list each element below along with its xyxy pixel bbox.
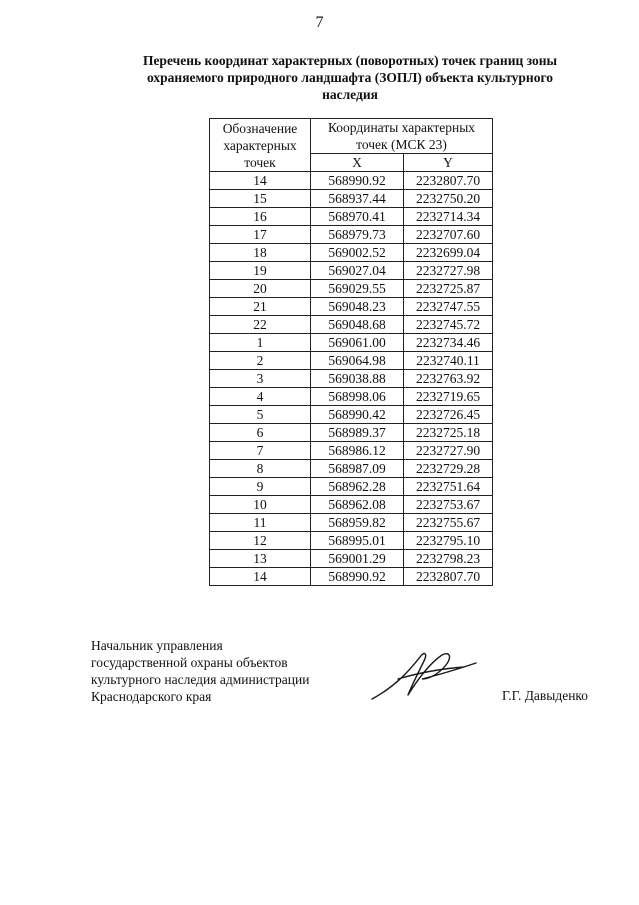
cell-y: 2232745.72 bbox=[404, 316, 493, 334]
cell-point: 5 bbox=[210, 406, 311, 424]
cell-point: 11 bbox=[210, 514, 311, 532]
cell-y: 2232699.04 bbox=[404, 244, 493, 262]
table-row bbox=[210, 280, 493, 298]
table-row bbox=[210, 298, 493, 316]
table-row bbox=[210, 568, 493, 586]
table-row bbox=[210, 388, 493, 406]
table-row bbox=[210, 532, 493, 550]
header-point-designation bbox=[210, 119, 311, 172]
cell-y: 2232725.18 bbox=[404, 424, 493, 442]
cell-y: 2232727.90 bbox=[404, 442, 493, 460]
cell-y: 2232707.60 bbox=[404, 226, 493, 244]
cell-x: 569029.55 bbox=[311, 280, 404, 298]
cell-y: 2232807.70 bbox=[404, 172, 493, 190]
cell-x: 568990.92 bbox=[311, 568, 404, 586]
cell-point: 2 bbox=[210, 352, 311, 370]
cell-point: 7 bbox=[210, 442, 311, 460]
cell-y: 2232747.55 bbox=[404, 298, 493, 316]
cell-x: 569027.04 bbox=[311, 262, 404, 280]
header-text: характерных bbox=[223, 137, 297, 153]
header-text: точек (МСК 23) bbox=[356, 137, 447, 152]
cell-x: 569048.23 bbox=[311, 298, 404, 316]
coordinates-table bbox=[209, 118, 493, 586]
table-row bbox=[210, 244, 493, 262]
table-row bbox=[210, 514, 493, 532]
cell-x: 568937.44 bbox=[311, 190, 404, 208]
cell-x: 568970.41 bbox=[311, 208, 404, 226]
table-row bbox=[210, 208, 493, 226]
handwritten-signature bbox=[368, 645, 480, 705]
table-row bbox=[210, 496, 493, 514]
document-title bbox=[110, 52, 590, 103]
cell-y: 2232734.46 bbox=[404, 334, 493, 352]
table-row bbox=[210, 442, 493, 460]
cell-y: 2232750.20 bbox=[404, 190, 493, 208]
cell-x: 568990.42 bbox=[311, 406, 404, 424]
title-line: наследия bbox=[322, 87, 378, 102]
cell-point: 10 bbox=[210, 496, 311, 514]
table-row bbox=[210, 316, 493, 334]
cell-point: 13 bbox=[210, 550, 311, 568]
table-row bbox=[210, 460, 493, 478]
table-row bbox=[210, 352, 493, 370]
cell-point: 4 bbox=[210, 388, 311, 406]
cell-y: 2232795.10 bbox=[404, 532, 493, 550]
signatory-position bbox=[91, 637, 309, 705]
cell-point: 19 bbox=[210, 262, 311, 280]
table-row bbox=[210, 478, 493, 496]
cell-y: 2232729.28 bbox=[404, 460, 493, 478]
cell-y: 2232719.65 bbox=[404, 388, 493, 406]
cell-y: 2232755.67 bbox=[404, 514, 493, 532]
table-row bbox=[210, 406, 493, 424]
cell-point: 9 bbox=[210, 478, 311, 496]
header-x: X bbox=[311, 154, 404, 172]
cell-x: 569061.00 bbox=[311, 334, 404, 352]
cell-point: 1 bbox=[210, 334, 311, 352]
cell-x: 569064.98 bbox=[311, 352, 404, 370]
cell-y: 2232763.92 bbox=[404, 370, 493, 388]
cell-y: 2232807.70 bbox=[404, 568, 493, 586]
position-line: культурного наследия администрации bbox=[91, 672, 310, 687]
cell-x: 568987.09 bbox=[311, 460, 404, 478]
table-row bbox=[210, 550, 493, 568]
header-text: точек bbox=[244, 154, 276, 170]
cell-x: 568962.08 bbox=[311, 496, 404, 514]
cell-x: 568986.12 bbox=[311, 442, 404, 460]
cell-x: 568962.28 bbox=[311, 478, 404, 496]
position-line: Начальник управления bbox=[91, 638, 223, 653]
cell-point: 16 bbox=[210, 208, 311, 226]
table-row bbox=[210, 172, 493, 190]
title-line: Перечень координат характерных (поворотных) точек границ зоны bbox=[142, 53, 558, 68]
table-row bbox=[210, 370, 493, 388]
cell-x: 569002.52 bbox=[311, 244, 404, 262]
cell-x: 568959.82 bbox=[311, 514, 404, 532]
cell-point: 18 bbox=[210, 244, 311, 262]
header-y: Y bbox=[404, 154, 493, 172]
cell-point: 3 bbox=[210, 370, 311, 388]
signer-name: Г.Г. Давыденко bbox=[502, 688, 589, 703]
cell-y: 2232726.45 bbox=[404, 406, 493, 424]
cell-x: 568990.92 bbox=[311, 172, 404, 190]
header-text: Обозначение bbox=[222, 120, 298, 136]
cell-y: 2232751.64 bbox=[404, 478, 493, 496]
cell-y: 2232740.11 bbox=[404, 352, 493, 370]
cell-y: 2232725.87 bbox=[404, 280, 493, 298]
cell-x: 569038.88 bbox=[311, 370, 404, 388]
cell-point: 22 bbox=[210, 316, 311, 334]
table-row bbox=[210, 190, 493, 208]
title-line: охраняемого природного ландшафта (ЗОПЛ) объекта культурного bbox=[147, 70, 553, 85]
cell-x: 568989.37 bbox=[311, 424, 404, 442]
table-row bbox=[210, 262, 493, 280]
cell-point: 8 bbox=[210, 460, 311, 478]
page-number: 7 bbox=[315, 14, 324, 31]
cell-point: 15 bbox=[210, 190, 311, 208]
header-coordinates bbox=[311, 119, 493, 154]
cell-point: 6 bbox=[210, 424, 311, 442]
cell-point: 20 bbox=[210, 280, 311, 298]
cell-x: 569048.68 bbox=[311, 316, 404, 334]
cell-point: 21 bbox=[210, 298, 311, 316]
cell-point: 14 bbox=[210, 568, 311, 586]
cell-point: 14 bbox=[210, 172, 311, 190]
cell-y: 2232798.23 bbox=[404, 550, 493, 568]
cell-y: 2232753.67 bbox=[404, 496, 493, 514]
table-header-row bbox=[210, 119, 493, 154]
cell-x: 568979.73 bbox=[311, 226, 404, 244]
position-line: Краснодарского края bbox=[91, 689, 212, 704]
header-text: Координаты характерных bbox=[327, 120, 476, 135]
table-row bbox=[210, 424, 493, 442]
table-row bbox=[210, 334, 493, 352]
cell-point: 17 bbox=[210, 226, 311, 244]
table-body bbox=[210, 172, 493, 586]
cell-y: 2232714.34 bbox=[404, 208, 493, 226]
cell-x: 568998.06 bbox=[311, 388, 404, 406]
table-row bbox=[210, 226, 493, 244]
cell-y: 2232727.98 bbox=[404, 262, 493, 280]
position-line: государственной охраны объектов bbox=[91, 655, 288, 670]
cell-x: 568995.01 bbox=[311, 532, 404, 550]
cell-point: 12 bbox=[210, 532, 311, 550]
cell-x: 569001.29 bbox=[311, 550, 404, 568]
